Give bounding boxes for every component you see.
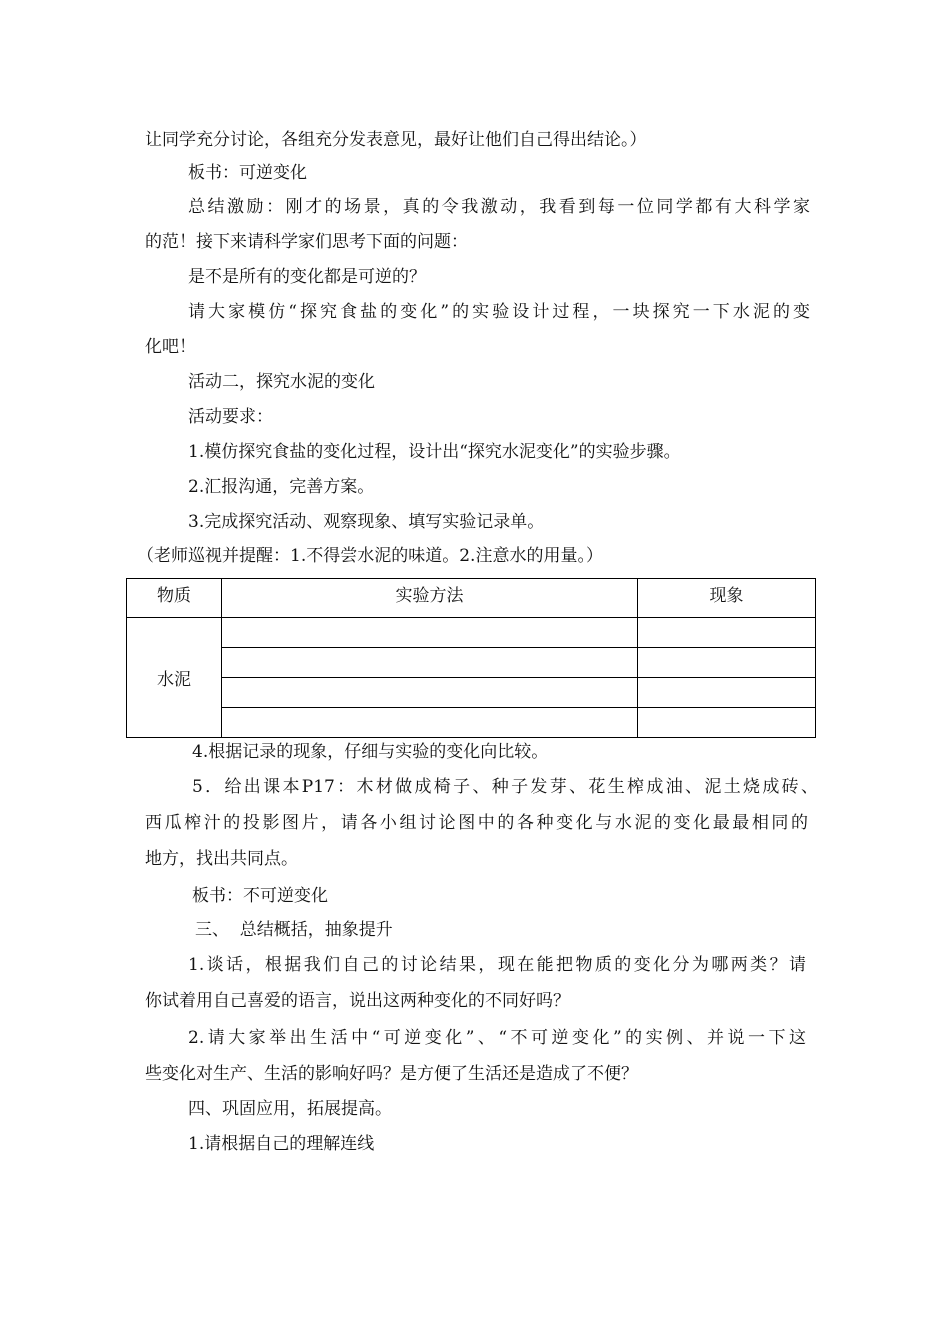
header-method: 实验方法 [222, 579, 638, 618]
requirement-item: 1.模仿探究食盐的变化过程，设计出“探究水泥变化”的实验步骤。 [188, 442, 681, 462]
paragraph-line: 你试着用自己喜爱的语言，说出这两种变化的不同好吗？ [145, 991, 570, 1011]
question-line: 是不是所有的变化都是可逆的？ [188, 267, 426, 287]
paragraph-line: 些变化对生产、生活的影响好吗？是方便了生活还是造成了不便？ [145, 1064, 638, 1084]
paragraph-line: 请大家模仿“探究食盐的变化”的实验设计过程，一块探究一下水泥的变 [188, 302, 810, 322]
paragraph-line: 让同学充分讨论，各组充分发表意见，最好让他们自己得出结论。） [145, 130, 647, 150]
section-heading: 三、 总结概括，抽象提升 [195, 920, 393, 940]
substance-cell: 水泥 [127, 618, 222, 738]
board-writing-irreversible: 板书：不可逆变化 [192, 886, 328, 906]
step-item: 4.根据记录的现象，仔细与实验的变化向比较。 [192, 742, 549, 762]
exercise-item: 1.请根据自己的理解连线 [188, 1134, 375, 1154]
phenomenon-cell[interactable] [638, 618, 816, 648]
activity-title: 活动二，探究水泥的变化 [188, 372, 375, 392]
requirement-item: 2.汇报沟通，完善方案。 [188, 477, 375, 497]
paragraph-line: 的范！接下来请科学家们思考下面的问题： [145, 232, 468, 252]
paragraph-line: 西瓜榨汁的投影图片，请各小组讨论图中的各种变化与水泥的变化最最相同的 [145, 813, 808, 833]
phenomenon-cell[interactable] [638, 678, 816, 708]
header-substance: 物质 [127, 579, 222, 618]
activity-requirements-label: 活动要求： [188, 407, 273, 427]
table-row [127, 678, 816, 708]
paragraph-line: 2.请大家举出生活中“可逆变化”、“不可逆变化”的实例、并说一下这 [188, 1028, 806, 1048]
paragraph-line: 1.谈话，根据我们自己的讨论结果，现在能把物质的变化分为哪两类？请 [188, 955, 806, 975]
method-cell[interactable] [222, 618, 638, 648]
method-cell[interactable] [222, 708, 638, 738]
table-header-row [127, 579, 816, 618]
table-row [127, 708, 816, 738]
teacher-note: （老师巡视并提醒：1.不得尝水泥的味道。2.注意水的用量。） [137, 546, 603, 566]
experiment-record-table [126, 578, 816, 738]
paragraph-line: 总结激励：刚才的场景，真的令我激动，我看到每一位同学都有大科学家 [188, 197, 810, 217]
paragraph-line: 地方，找出共同点。 [145, 849, 298, 869]
method-cell[interactable] [222, 648, 638, 678]
phenomenon-cell[interactable] [638, 708, 816, 738]
phenomenon-cell[interactable] [638, 648, 816, 678]
method-cell[interactable] [222, 678, 638, 708]
requirement-item: 3.完成探究活动、观察现象、填写实验记录单。 [188, 512, 545, 532]
paragraph-line: 化吧！ [145, 337, 196, 357]
header-phenomenon: 现象 [638, 579, 816, 618]
table-row [127, 648, 816, 678]
section-heading: 四、巩固应用，拓展提高。 [188, 1099, 392, 1119]
table-row [127, 618, 816, 648]
board-writing-reversible: 板书：可逆变化 [188, 163, 307, 183]
step-item: 5．给出课本P17：木材做成椅子、种子发芽、花生榨成油、泥土烧成砖、 [192, 777, 818, 797]
